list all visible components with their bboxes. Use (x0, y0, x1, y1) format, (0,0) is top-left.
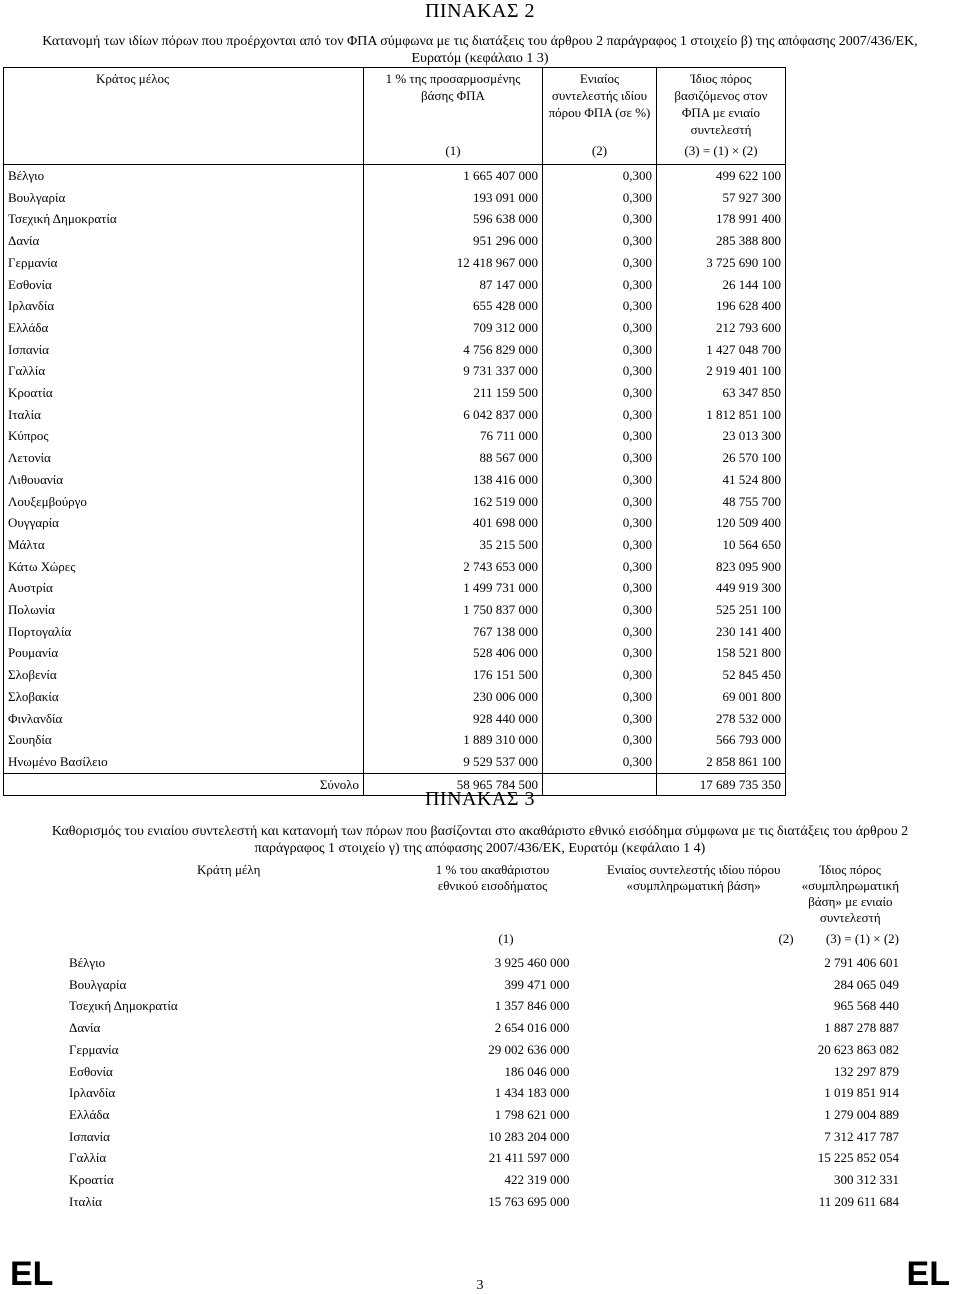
gni-cell: 422 319 000 (504, 1172, 570, 1188)
resource-cell: 52 845 450 (657, 664, 786, 686)
resource-cell: 20 623 863 082 (817, 1041, 899, 1057)
country-cell: Πορτογαλία (4, 621, 364, 643)
base-cell: 193 091 000 (364, 187, 543, 209)
resource-cell: 57 927 300 (657, 187, 786, 209)
table2-title: ΠΙΝΑΚΑΣ 2 (424, 0, 536, 22)
resource-cell: 15 225 852 054 (817, 1150, 899, 1166)
rate-cell: 0,300 (543, 686, 657, 708)
country-cell: Δανία (69, 1020, 101, 1036)
header-rate3: Ενιαίος συντελεστής ιδίου πόρου «συμπληρωματική βάση» (606, 862, 781, 893)
gni-cell: 1 434 183 000 (494, 1085, 570, 1101)
country-cell: Δανία (4, 230, 364, 252)
base-cell: 596 638 000 (364, 208, 543, 230)
table2-row (4, 577, 786, 599)
resource-cell: 23 013 300 (657, 425, 786, 447)
country-cell: Ισπανία (4, 339, 364, 361)
country-cell: Τσεχική Δημοκρατία (4, 208, 364, 230)
table2-row (4, 447, 786, 469)
colnum3-1: (1) (498, 931, 514, 946)
country-cell: Ιρλανδία (69, 1085, 116, 1101)
rate-cell: 0,300 (543, 577, 657, 599)
base-cell: 211 159 500 (364, 382, 543, 404)
country-cell: Κύπρος (4, 425, 364, 447)
country-cell: Μάλτα (4, 534, 364, 556)
base-cell: 2 743 653 000 (364, 556, 543, 578)
resource-cell: 11 209 611 684 (818, 1193, 899, 1209)
country-cell: Ελλάδα (4, 317, 364, 339)
country-cell: Σλοβακία (4, 686, 364, 708)
resource-cell: 823 095 900 (657, 556, 786, 578)
header-resource: Ίδιος πόρος βασιζόμενος στον ΦΠΑ με ενιαίο συντελεστή (657, 68, 786, 139)
table2-row (4, 556, 786, 578)
base-cell: 401 698 000 (364, 512, 543, 534)
base-cell: 4 756 829 000 (364, 339, 543, 361)
gni-cell: 3 925 460 000 (494, 955, 570, 970)
rate-cell: 0,300 (543, 491, 657, 513)
rate-cell: 0,300 (543, 339, 657, 361)
country-cell: Βουλγαρία (69, 976, 127, 992)
table2-row (4, 165, 786, 187)
resource-cell: 212 793 600 (657, 317, 786, 339)
colnum-3: (3) = (1) × (2) (657, 138, 786, 165)
table3-row (65, 995, 903, 1017)
resource-cell: 26 144 100 (657, 274, 786, 296)
country-cell: Πολωνία (4, 599, 364, 621)
header-rate: Ενιαίος συντελεστής ιδίου πόρου ΦΠΑ (σε %) (543, 68, 657, 139)
rate-empty (574, 1104, 798, 1126)
rate-cell: 0,300 (543, 621, 657, 643)
table2-row (4, 512, 786, 534)
resource-cell: 300 312 331 (834, 1172, 899, 1188)
rate-empty (574, 974, 798, 996)
country-cell: Βέλγιο (4, 165, 364, 187)
country-cell: Ουγγαρία (4, 512, 364, 534)
gni-cell: 186 046 000 (504, 1063, 570, 1079)
rate-cell: 0,300 (543, 469, 657, 491)
gni-cell: 1 798 621 000 (494, 1106, 570, 1122)
rate-empty (574, 1082, 798, 1104)
rate-cell: 0,300 (543, 165, 657, 187)
rate-cell: 0,300 (543, 664, 657, 686)
resource-cell: 2 791 406 601 (824, 955, 899, 970)
table3-row (65, 1061, 903, 1083)
country-cell: Σουηδία (4, 729, 364, 751)
country-cell: Ρουμανία (4, 642, 364, 664)
table3-row (65, 952, 903, 974)
table2-row (4, 599, 786, 621)
country-cell: Ιταλία (4, 404, 364, 426)
resource-cell: 132 297 879 (834, 1063, 899, 1079)
table2-row (4, 729, 786, 751)
table2-row (4, 664, 786, 686)
rate-empty (574, 1147, 798, 1169)
rate-cell: 0,300 (543, 425, 657, 447)
table2-row (4, 469, 786, 491)
gni-cell: 1 357 846 000 (494, 998, 570, 1014)
resource-cell: 10 564 650 (657, 534, 786, 556)
table2-row (4, 187, 786, 209)
table2-header-row (4, 68, 786, 139)
country-cell: Ηνωμένο Βασίλειο (4, 751, 364, 773)
total-base: 58 965 784 500 (364, 773, 543, 796)
resource-cell: 278 532 000 (657, 708, 786, 730)
table2-row (4, 252, 786, 274)
rate-cell: 0,300 (543, 382, 657, 404)
rate-cell: 0,300 (543, 751, 657, 773)
table2-row (4, 339, 786, 361)
header-gni: 1 % του ακαθάριστου εθνικού εισοδήματος (435, 862, 550, 893)
colnum-1: (1) (364, 138, 543, 165)
resource-cell: 525 251 100 (657, 599, 786, 621)
table2-row (4, 642, 786, 664)
rate-empty (574, 995, 798, 1017)
gni-cell: 15 763 695 000 (488, 1193, 570, 1209)
country-cell: Κροατία (69, 1172, 114, 1188)
rate-empty (574, 1017, 798, 1039)
table3-row (65, 1017, 903, 1039)
table2-row (4, 751, 786, 773)
base-cell: 138 416 000 (364, 469, 543, 491)
base-cell: 1 889 310 000 (364, 729, 543, 751)
resource-cell: 1 812 851 100 (657, 404, 786, 426)
rate-cell: 0,300 (543, 230, 657, 252)
rate-empty (574, 1169, 798, 1191)
table3-title: ΠΙΝΑΚΑΣ 3 (424, 788, 536, 810)
country-cell: Λετονία (4, 447, 364, 469)
colnum3-3: (3) = (1) × (2) (825, 931, 899, 946)
rate-cell: 0,300 (543, 708, 657, 730)
table3-row (65, 1191, 903, 1213)
total-label: Σύνολο (4, 773, 364, 796)
colnum-2: (2) (543, 138, 657, 165)
resource-cell: 566 793 000 (657, 729, 786, 751)
country-cell: Ισπανία (69, 1128, 110, 1144)
base-cell: 230 006 000 (364, 686, 543, 708)
base-cell: 1 750 837 000 (364, 599, 543, 621)
base-cell: 87 147 000 (364, 274, 543, 296)
rate-cell: 0,300 (543, 208, 657, 230)
table3-row (65, 1039, 903, 1061)
base-cell: 1 665 407 000 (364, 165, 543, 187)
country-cell: Φινλανδία (4, 708, 364, 730)
gni-cell: 399 471 000 (504, 976, 570, 992)
table2 (3, 67, 786, 796)
resource-cell: 7 312 417 787 (824, 1128, 899, 1144)
resource-cell: 285 388 800 (657, 230, 786, 252)
base-cell: 1 499 731 000 (364, 577, 543, 599)
country-cell: Αυστρία (4, 577, 364, 599)
resource-cell: 3 725 690 100 (657, 252, 786, 274)
resource-cell: 284 065 049 (834, 976, 899, 992)
country-cell: Σλοβενία (4, 664, 364, 686)
table2-row (4, 317, 786, 339)
base-cell: 162 519 000 (364, 491, 543, 513)
rate-cell: 0,300 (543, 534, 657, 556)
rate-cell: 0,300 (543, 729, 657, 751)
table3-colnum-row (65, 926, 903, 952)
resource-cell: 41 524 800 (657, 469, 786, 491)
base-cell: 6 042 837 000 (364, 404, 543, 426)
table2-row (4, 274, 786, 296)
gni-cell: 21 411 597 000 (488, 1150, 570, 1166)
rate-cell: 0,300 (543, 274, 657, 296)
resource-cell: 1 887 278 887 (824, 1020, 899, 1036)
gni-cell: 10 283 204 000 (488, 1128, 570, 1144)
table2-colnum-row (4, 138, 786, 165)
base-cell: 88 567 000 (364, 447, 543, 469)
rate-cell: 0,300 (543, 187, 657, 209)
base-cell: 9 529 537 000 (364, 751, 543, 773)
resource-cell: 63 347 850 (657, 382, 786, 404)
table2-row (4, 404, 786, 426)
country-cell: Ιρλανδία (4, 295, 364, 317)
country-cell: Τσεχική Δημοκρατία (69, 998, 178, 1014)
country-cell: Βουλγαρία (4, 187, 364, 209)
country-cell: Γερμανία (4, 252, 364, 274)
header-resource3: Ίδιος πόρος «συμπληρωματική βάση» με ενιαίο συντελεστή (801, 862, 900, 925)
country-cell: Λουξεμβούργο (4, 491, 364, 513)
resource-cell: 69 001 800 (657, 686, 786, 708)
resource-cell: 158 521 800 (657, 642, 786, 664)
rate-cell: 0,300 (543, 599, 657, 621)
rate-cell: 0,300 (543, 295, 657, 317)
base-cell: 176 151 500 (364, 664, 543, 686)
country-cell: Εσθονία (4, 274, 364, 296)
base-cell: 709 312 000 (364, 317, 543, 339)
country-cell: Γερμανία (69, 1041, 119, 1057)
base-cell: 655 428 000 (364, 295, 543, 317)
table2-row (4, 382, 786, 404)
resource-cell: 2 858 861 100 (657, 751, 786, 773)
resource-cell: 2 919 401 100 (657, 360, 786, 382)
table3-row (65, 974, 903, 996)
table2-caption: Κατανομή των ιδίων πόρων που προέρχονται από τον ΦΠΑ σύμφωνα με τις διατάξεις του άρθρου 2 παράγραφος 1 στοιχείο β) της απόφασης 2007/436/ΕΚ, Ευρατόμ (κεφάλαιο 1 3) (42, 34, 918, 66)
colnum3-2: (2) (778, 931, 794, 946)
country-cell: Κάτω Χώρες (4, 556, 364, 578)
country-cell: Ιταλία (69, 1193, 102, 1209)
resource-cell: 120 509 400 (657, 512, 786, 534)
rate-cell: 0,300 (543, 317, 657, 339)
country-cell: Εσθονία (69, 1063, 113, 1079)
gni-cell: 2 654 016 000 (494, 1020, 570, 1036)
rate-empty (574, 1126, 798, 1148)
table3 (65, 862, 903, 1212)
header-base: 1 % της προσαρμοσμένης βάσης ΦΠΑ (364, 68, 543, 139)
base-cell: 12 418 967 000 (364, 252, 543, 274)
table2-row (4, 230, 786, 252)
rate-cell: 0,300 (543, 252, 657, 274)
resource-cell: 48 755 700 (657, 491, 786, 513)
base-cell: 767 138 000 (364, 621, 543, 643)
table3-row (65, 1169, 903, 1191)
country-cell: Γαλλία (4, 360, 364, 382)
table2-row (4, 295, 786, 317)
table2-row (4, 708, 786, 730)
country-cell: Βέλγιο (69, 955, 106, 970)
resource-cell: 1 019 851 914 (824, 1085, 899, 1101)
resource-cell: 965 568 440 (834, 998, 899, 1014)
table2-row (4, 208, 786, 230)
rate-empty (574, 952, 798, 974)
country-cell: Γαλλία (69, 1150, 107, 1166)
resource-cell: 26 570 100 (657, 447, 786, 469)
rate-cell: 0,300 (543, 404, 657, 426)
table3-header-row (65, 862, 903, 926)
table3-row (65, 1104, 903, 1126)
resource-cell: 1 427 048 700 (657, 339, 786, 361)
page-number: 3 (476, 1278, 484, 1293)
country-cell: Λιθουανία (4, 469, 364, 491)
header-country: Κράτος μέλος (4, 68, 364, 139)
rate-cell: 0,300 (543, 642, 657, 664)
table2-row (4, 621, 786, 643)
footer-lang-left: EL (10, 1255, 54, 1293)
resource-cell: 178 991 400 (657, 208, 786, 230)
table2-row (4, 360, 786, 382)
base-cell: 951 296 000 (364, 230, 543, 252)
rate-empty (574, 1061, 798, 1083)
table2-row (4, 491, 786, 513)
rate-cell: 0,300 (543, 360, 657, 382)
resource-cell: 1 279 004 889 (824, 1106, 899, 1122)
rate-cell: 0,300 (543, 447, 657, 469)
table3-caption: Καθορισμός του ενιαίου συντελεστή και κατανομή των πόρων που βασίζονται στο ακαθάριστο εθνικό εισόδημα σύμφωνα με τις διατάξεις του άρθρου 2 παράγραφος 1 στοιχείο γ) της απόφασης 2007/436/ΕΚ, Ευρατόμ (κεφάλαιο 1 4) (51, 824, 909, 856)
table2-row (4, 425, 786, 447)
rate-empty (574, 1191, 798, 1213)
resource-cell: 499 622 100 (657, 165, 786, 187)
base-cell: 9 731 337 000 (364, 360, 543, 382)
base-cell: 76 711 000 (364, 425, 543, 447)
resource-cell: 230 141 400 (657, 621, 786, 643)
table3-row (65, 1147, 903, 1169)
resource-cell: 196 628 400 (657, 295, 786, 317)
resource-cell: 449 919 300 (657, 577, 786, 599)
base-cell: 35 215 500 (364, 534, 543, 556)
rate-cell: 0,300 (543, 512, 657, 534)
footer-lang-right: EL (906, 1255, 950, 1293)
country-cell: Κροατία (4, 382, 364, 404)
table3-row (65, 1126, 903, 1148)
country-cell: Ελλάδα (69, 1106, 110, 1122)
rate-empty (574, 1039, 798, 1061)
total-resource: 17 689 735 350 (657, 773, 786, 796)
gni-cell: 29 002 636 000 (488, 1041, 570, 1057)
base-cell: 928 440 000 (364, 708, 543, 730)
header-states: Κράτη μέλη (197, 862, 261, 877)
table2-row (4, 686, 786, 708)
base-cell: 528 406 000 (364, 642, 543, 664)
table2-row (4, 534, 786, 556)
rate-cell: 0,300 (543, 556, 657, 578)
table3-row (65, 1082, 903, 1104)
